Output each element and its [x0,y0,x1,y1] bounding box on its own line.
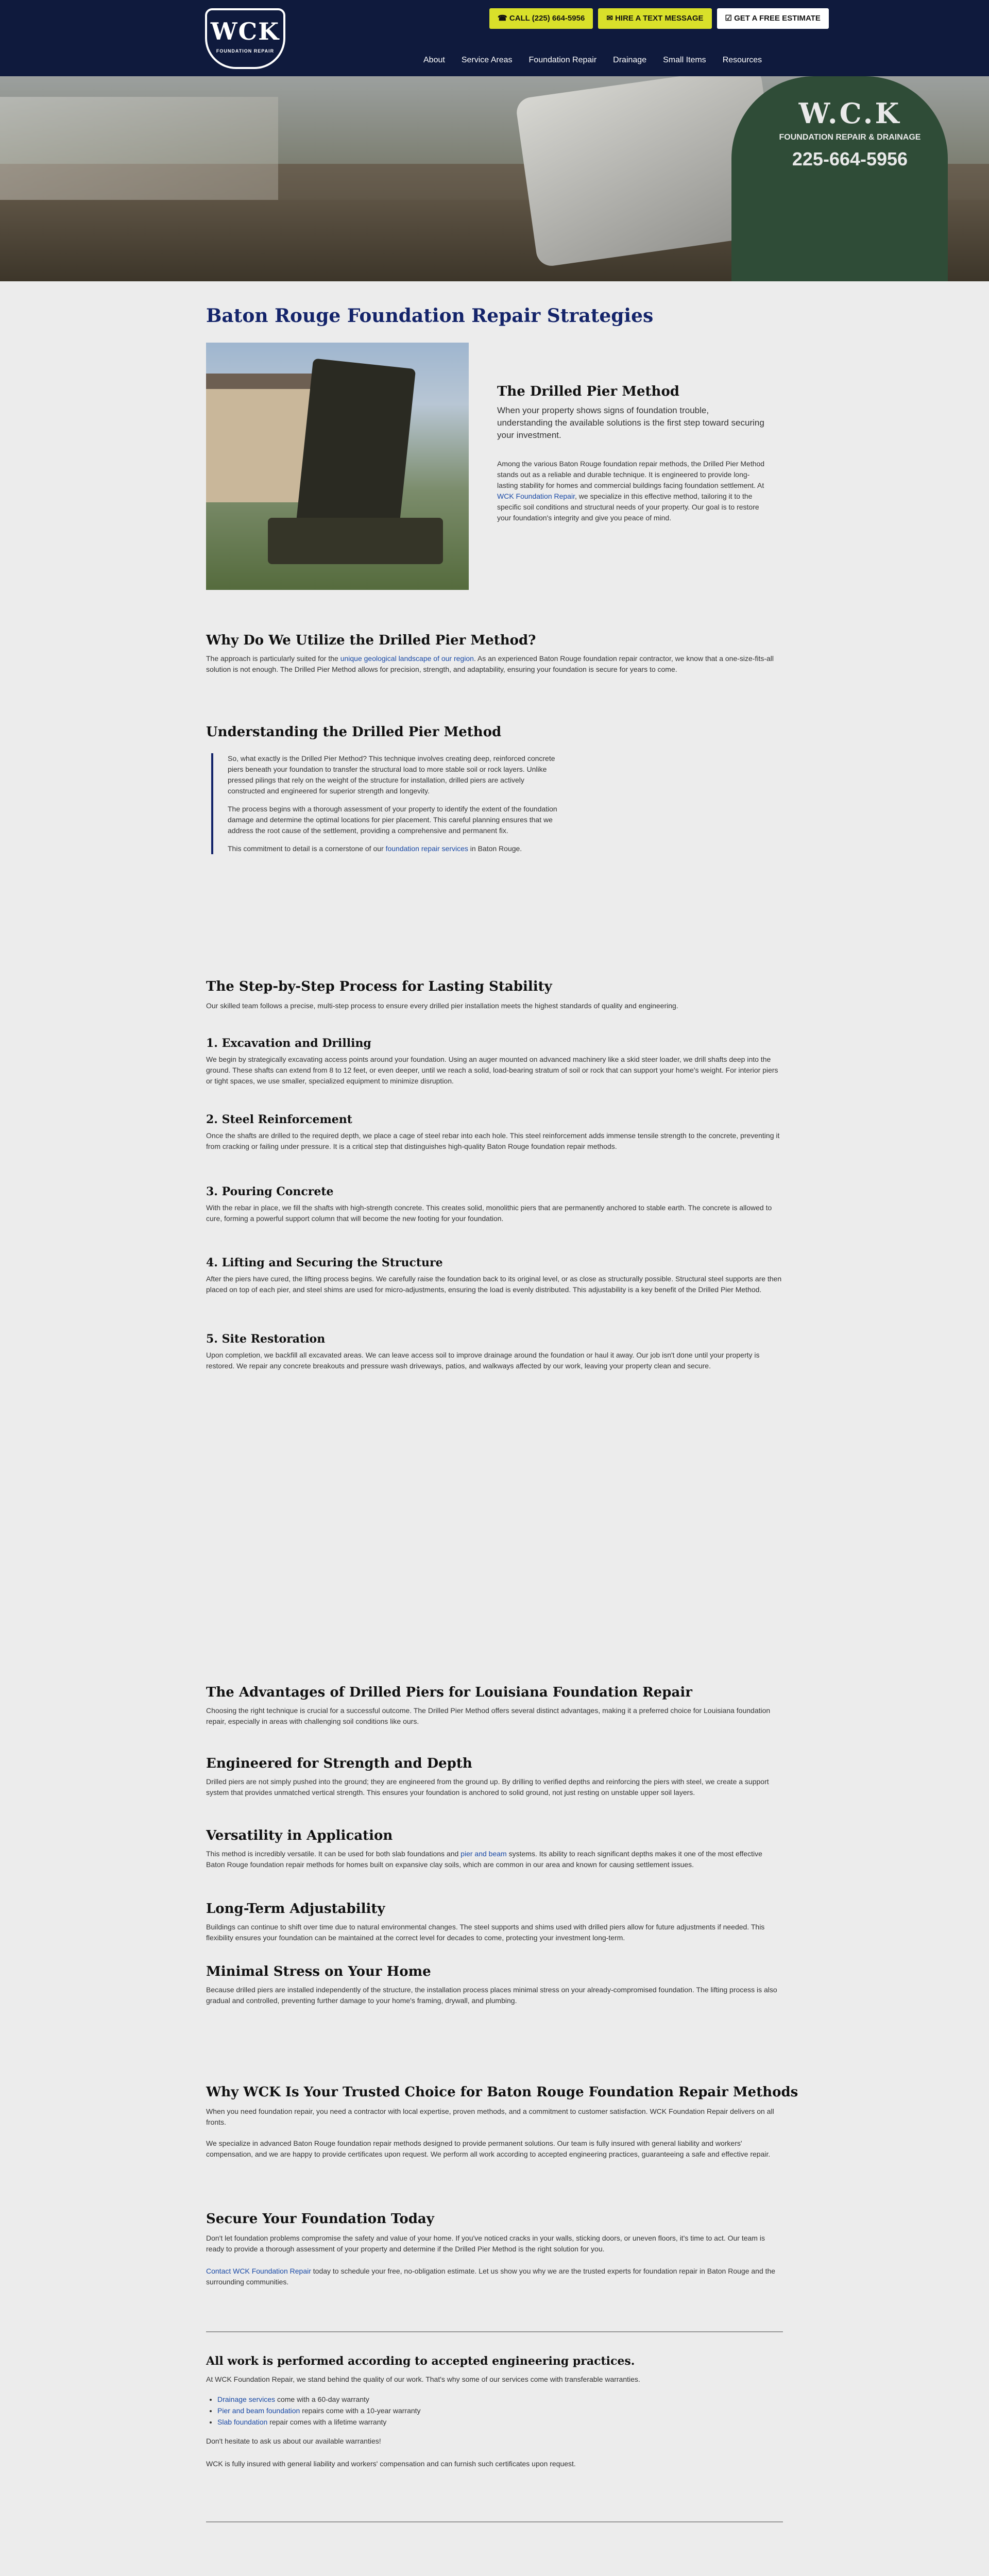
warranty-heading: All work is performed according to accepted engineering practices. [206,2354,635,2368]
hero-shirt-brand: W.C.K [798,97,901,130]
nav-item-small-items[interactable]: Small Items [663,56,706,64]
nav-item-drainage[interactable]: Drainage [613,56,647,64]
understanding-para-3 [228,843,557,854]
secure-para-2-text: today to schedule your free, no-obligation estimate. Let us show you why we are the trusted experts for foundation repair in Baton Rouge and the surrounding communities. [206,2267,776,2286]
advantages-intro: Choosing the right technique is crucial for a successful outcome. The Drilled Pier Method offers several distinct advantages, making it a preferred choice for Louisiana foundation repair, especially in areas with challenging soil conditions like ours. [206,1706,771,1725]
divider-bottom [206,2521,783,2522]
process-heading: The Step-by-Step Process for Lasting Stability [206,979,552,994]
trusted-para-2: We specialize in advanced Baton Rouge foundation repair methods designed to provide permanent solutions. Our team is fully insured with general liability and workers' compensation, and we are happy to provide certificates upon request. We perform all work according to accepted engineering practices, guaranteeing a safe and effective repair. [206,2139,771,2158]
trusted-heading: Why WCK Is Your Trusted Choice for Baton Rouge Foundation Repair Methods [206,2084,798,2100]
warranty-intro: At WCK Foundation Repair, we stand behind the quality of our work. That's why some of our services come with transferable warranties. [206,2375,640,2383]
intro-body-text-2: , we specialize in this effective method, tailoring it to the specific soil conditions and structural needs of your property. Our goal is to restore your foundation's integrity and give you peace of mind. [497,492,759,522]
nav-item-service-areas[interactable]: Service Areas [461,56,513,64]
logo-text: WCK [210,18,280,45]
secure-para-1: Don't let foundation problems compromise the safety and value of your home. If you've noticed cracks in your walls, sticking doors, or uneven floors, it's time to act. Our team is ready to provide a thorough assessment of your property and determine if the Drilled Pier Method is the right solution for you. [206,2234,765,2253]
warranty-item-slab [217,2416,784,2428]
advantage-2-title: Versatility in Application [206,1828,393,1843]
logo-tagline: FOUNDATION REPAIR [216,48,275,54]
hero-shirt-phone: 225-664-5956 [792,148,908,170]
company-logo[interactable] [205,8,285,69]
nav-item-foundation-repair[interactable]: Foundation Repair [528,56,597,64]
warranty-item-drainage [217,2394,784,2405]
warranty-text-slab: repair comes with a lifetime warranty [267,2418,387,2426]
advantages-heading: The Advantages of Drilled Piers for Louisiana Foundation Repair [206,1685,692,1700]
estimate-button[interactable]: ☑ GET A FREE ESTIMATE [717,8,829,29]
understanding-link[interactable]: foundation repair services [385,844,468,853]
advantage-2-text-1: This method is incredibly versatile. It can be used for both slab foundations and [206,1850,459,1858]
step-4-title: 4. Lifting and Securing the Structure [206,1256,443,1269]
nav-item-resources[interactable]: Resources [722,56,762,64]
header-actions [489,8,829,29]
step-4-text: After the piers have cured, the lifting process begins. We carefully raise the foundation back to its original level, or as close as structurally possible. Structural steel supports are then placed on top of each pier, and steel shims are used for micro-adjustments, ensuring the load is evenly distributed. This adjustability is a key benefit of the Drilled Pier Method. [206,1275,782,1294]
step-3-title: 3. Pouring Concrete [206,1185,334,1198]
advantage-1-text: Drilled piers are not simply pushed into the ground; they are engineered from the ground up. By drilling to verified depths and reinforcing the piers with steel, we create a support system that provides unmatched vertical strength. This ensures your foundation is anchored to solid ground, not just resting on unstable upper soil layers. [206,1777,769,1797]
hero-image [0,76,989,281]
step-3-text: With the rebar in place, we fill the shafts with high-strength concrete. This creates solid, monolithic piers that are permanently anchored to stable earth. The concrete is allowed to cure, forming a powerful support column that will become the new footing for your foundation. [206,1204,772,1223]
photo-rig-base [268,518,443,564]
why-text-1: The approach is particularly suited for the [206,654,338,663]
warranty-note: Don't hesitate to ask us about our available warranties! [206,2437,381,2445]
warranty-list [206,2394,784,2428]
step-5-text: Upon completion, we backfill all excavated areas. We can leave access soil to improve drainage around the foundation or haul it away. Our job isn't done until your property is restored. We repair any concrete breakouts and pressure wash driveways, patios, and walkways affected by our work, leaving your property clean and secure. [206,1351,760,1370]
warranty-link-pier-beam[interactable]: Pier and beam foundation [217,2406,300,2415]
understanding-para-3-text-2: in Baton Rouge. [468,844,522,853]
why-link[interactable]: unique geological landscape of our region [340,654,474,663]
intro-lead: When your property shows signs of foundation trouble, understanding the available solutions is the first step toward securing your investment. [497,405,764,440]
advantage-3-title: Long-Term Adjustability [206,1901,385,1917]
call-button[interactable]: ☎ CALL (225) 664-5956 [489,8,593,29]
intro-heading: The Drilled Pier Method [497,384,679,399]
process-intro: Our skilled team follows a precise, multi-step process to ensure every drilled pier installation meets the highest standards of quality and engineering. [206,1002,678,1010]
warranty-item-pier-beam [217,2405,784,2416]
intro-body: Among the various Baton Rouge foundation repair methods, the Drilled Pier Method stands out as a reliable and durable technique. It is engineered to provide long-lasting stability for homes and commercial buildings facing foundation settlement. At WCK Foundation Repair, we specialize in this effective method, tailoring it to the specific soil conditions and structural needs of your property. Our goal is to restore your foundation's integrity and give you peace of mind. [497,460,765,522]
site-header [0,0,989,76]
warranty-text-drainage: come with a 60-day warranty [275,2395,369,2403]
step-1-title: 1. Excavation and Drilling [206,1037,371,1050]
secure-contact-link[interactable]: Contact WCK Foundation Repair [206,2267,311,2275]
understanding-para-2: The process begins with a thorough assessment of your property to identify the extent of the foundation damage and determine the optimal locations for pier placement. This careful planning ensures that we address the root cause of the settlement, providing a comprehensive and permanent fix. [228,805,557,835]
divider-top [206,2331,783,2332]
hero-shirt-sub: FOUNDATION REPAIR & DRAINAGE [779,133,921,142]
advantage-2-link[interactable]: pier and beam [461,1850,507,1858]
step-5-title: 5. Site Restoration [206,1332,326,1346]
understanding-heading: Understanding the Drilled Pier Method [206,724,502,740]
secure-para-2 [206,2266,783,2287]
understanding-para-3-text-1: This commitment to detail is a cornerstone of our [228,844,384,853]
understanding-quote [211,753,568,854]
advantage-2-text-2: systems. Its ability to reach significant depths makes it one of the most effective Baton Rouge foundation repair methods for homes built on expansive clay soils, which are common in our area and known for causing settlement issues. [206,1850,762,1869]
warranty-insured: WCK is fully insured with general liability and workers' compensation and can furnish such certificates upon request. [206,2460,576,2468]
nav-item-about[interactable]: About [423,56,445,64]
photo-drill-rig [295,358,416,543]
warranty-text-pier-beam: repairs come with a 10-year warranty [300,2406,421,2415]
secure-heading: Secure Your Foundation Today [206,2211,434,2227]
step-2-title: 2. Steel Reinforcement [206,1113,352,1126]
advantage-4-title: Minimal Stress on Your Home [206,1964,431,1979]
drilled-pier-photo [206,343,469,590]
text-button[interactable]: ✉ HIRE A TEXT MESSAGE [598,8,711,29]
main-nav [423,56,762,65]
call-button-label: CALL (225) 664-5956 [509,14,585,23]
trusted-para-1: When you need foundation repair, you need a contractor with local expertise, proven methods, and a commitment to customer satisfaction. WCK Foundation Repair delivers on all fronts. [206,2107,774,2126]
advantage-3-text: Buildings can continue to shift over time due to natural environmental changes. The steel supports and shims used with drilled piers allow for future adjustments if needed. This flexibility ensures your foundation can be maintained at the correct level for decades to come, protecting your investment long-term. [206,1923,765,1942]
estimate-button-label: GET A FREE ESTIMATE [734,14,821,23]
warranty-link-drainage[interactable]: Drainage services [217,2395,276,2403]
step-1-text: We begin by strategically excavating access points around your foundation. Using an auger mounted on advanced machinery like a skid steer loader, we drill shafts deep into the ground. These shafts can extend from 8 to 12 feet, or even deeper, until we reach a solid, load-bearing stratum of soil or rock that can support your home's weight. For interior piers or tight spaces, we use smaller, specialized equipment to minimize disruption. [206,1055,778,1085]
understanding-para-1: So, what exactly is the Drilled Pier Method? This technique involves creating deep, reinforced concrete piers beneath your foundation to transfer the structural load to more stable soil or rock layers. Unlike pressed pilings that rely on the weight of the structure for installation, drilled piers are actively constructed and engineered for superior strength and longevity. [228,754,555,795]
warranty-link-slab[interactable]: Slab foundation [217,2418,268,2426]
page-title: Baton Rouge Foundation Repair Strategies [206,305,654,327]
text-button-label: HIRE A TEXT MESSAGE [615,14,704,23]
advantage-4-text: Because drilled piers are installed independently of the structure, the installation process places minimal stress on your already-compromised foundation. The lifting process is also gradual and controlled, preventing further damage to your home's framing, drywall, and plumbing. [206,1986,777,2005]
intro-body-link[interactable]: WCK Foundation Repair [497,492,575,500]
step-2-text: Once the shafts are drilled to the required depth, we place a cage of steel rebar into each hole. This steel reinforcement adds immense tensile strength to the concrete, preventing it from cracking or failing under pressure. It is a critical step that distinguishes high-quality Baton Rouge foundation repair methods. [206,1131,780,1150]
advantage-2-text [206,1849,783,1870]
why-heading: Why Do We Utilize the Drilled Pier Method? [206,633,536,648]
intro-body-text-1: Among the various Baton Rouge foundation repair methods, the Drilled Pier Method stands out as a reliable and durable technique. It is engineered to provide long-lasting stability for homes and commercial buildings facing foundation settlement. [497,460,765,489]
why-text-2: . As an experienced Baton Rouge foundation repair contractor, we know that a one-size-fits-all solution is not enough. The Drilled Pier Method allows for precision, strength, and adaptability, ensuring your foundation is secure for years to come. [206,654,774,673]
advantage-1-title: Engineered for Strength and Depth [206,1756,472,1771]
why-text [206,653,783,675]
